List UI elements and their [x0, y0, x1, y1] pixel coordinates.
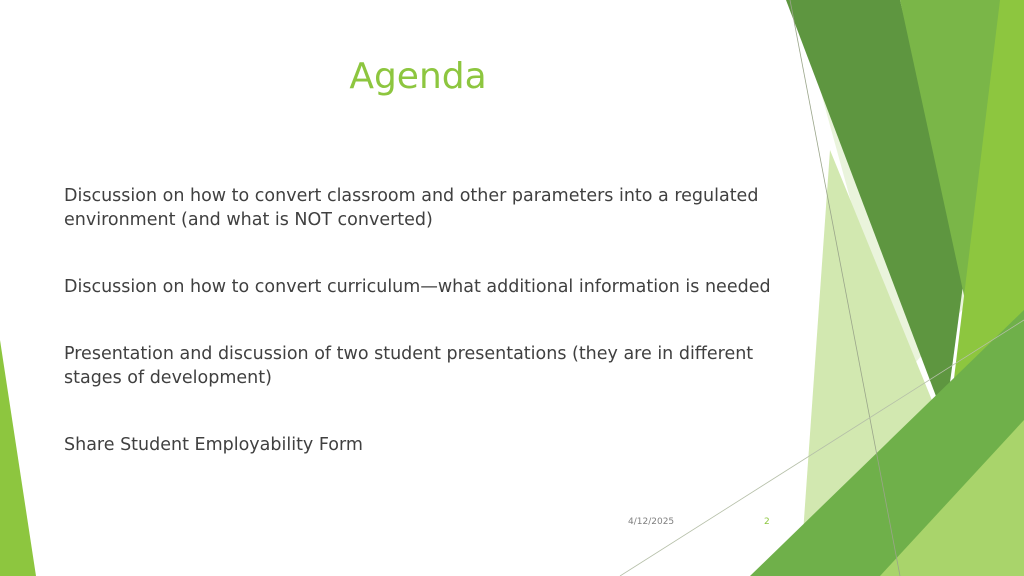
slide-title: Agenda	[349, 56, 487, 97]
agenda-item: Discussion on how to convert classroom and other parameters into a regulated environment (and what is NOT converted)	[64, 186, 759, 230]
slide-page-number: 2	[764, 517, 770, 527]
agenda-item: Share Student Employability Form	[64, 435, 363, 455]
agenda-item: Presentation and discussion of two student presentations (they are in different stages of development)	[64, 344, 754, 388]
agenda-item: Discussion on how to convert curriculum—what additional information is needed	[64, 277, 771, 297]
left-edge-green-shape	[0, 340, 36, 576]
slide-date: 4/12/2025	[628, 517, 675, 527]
